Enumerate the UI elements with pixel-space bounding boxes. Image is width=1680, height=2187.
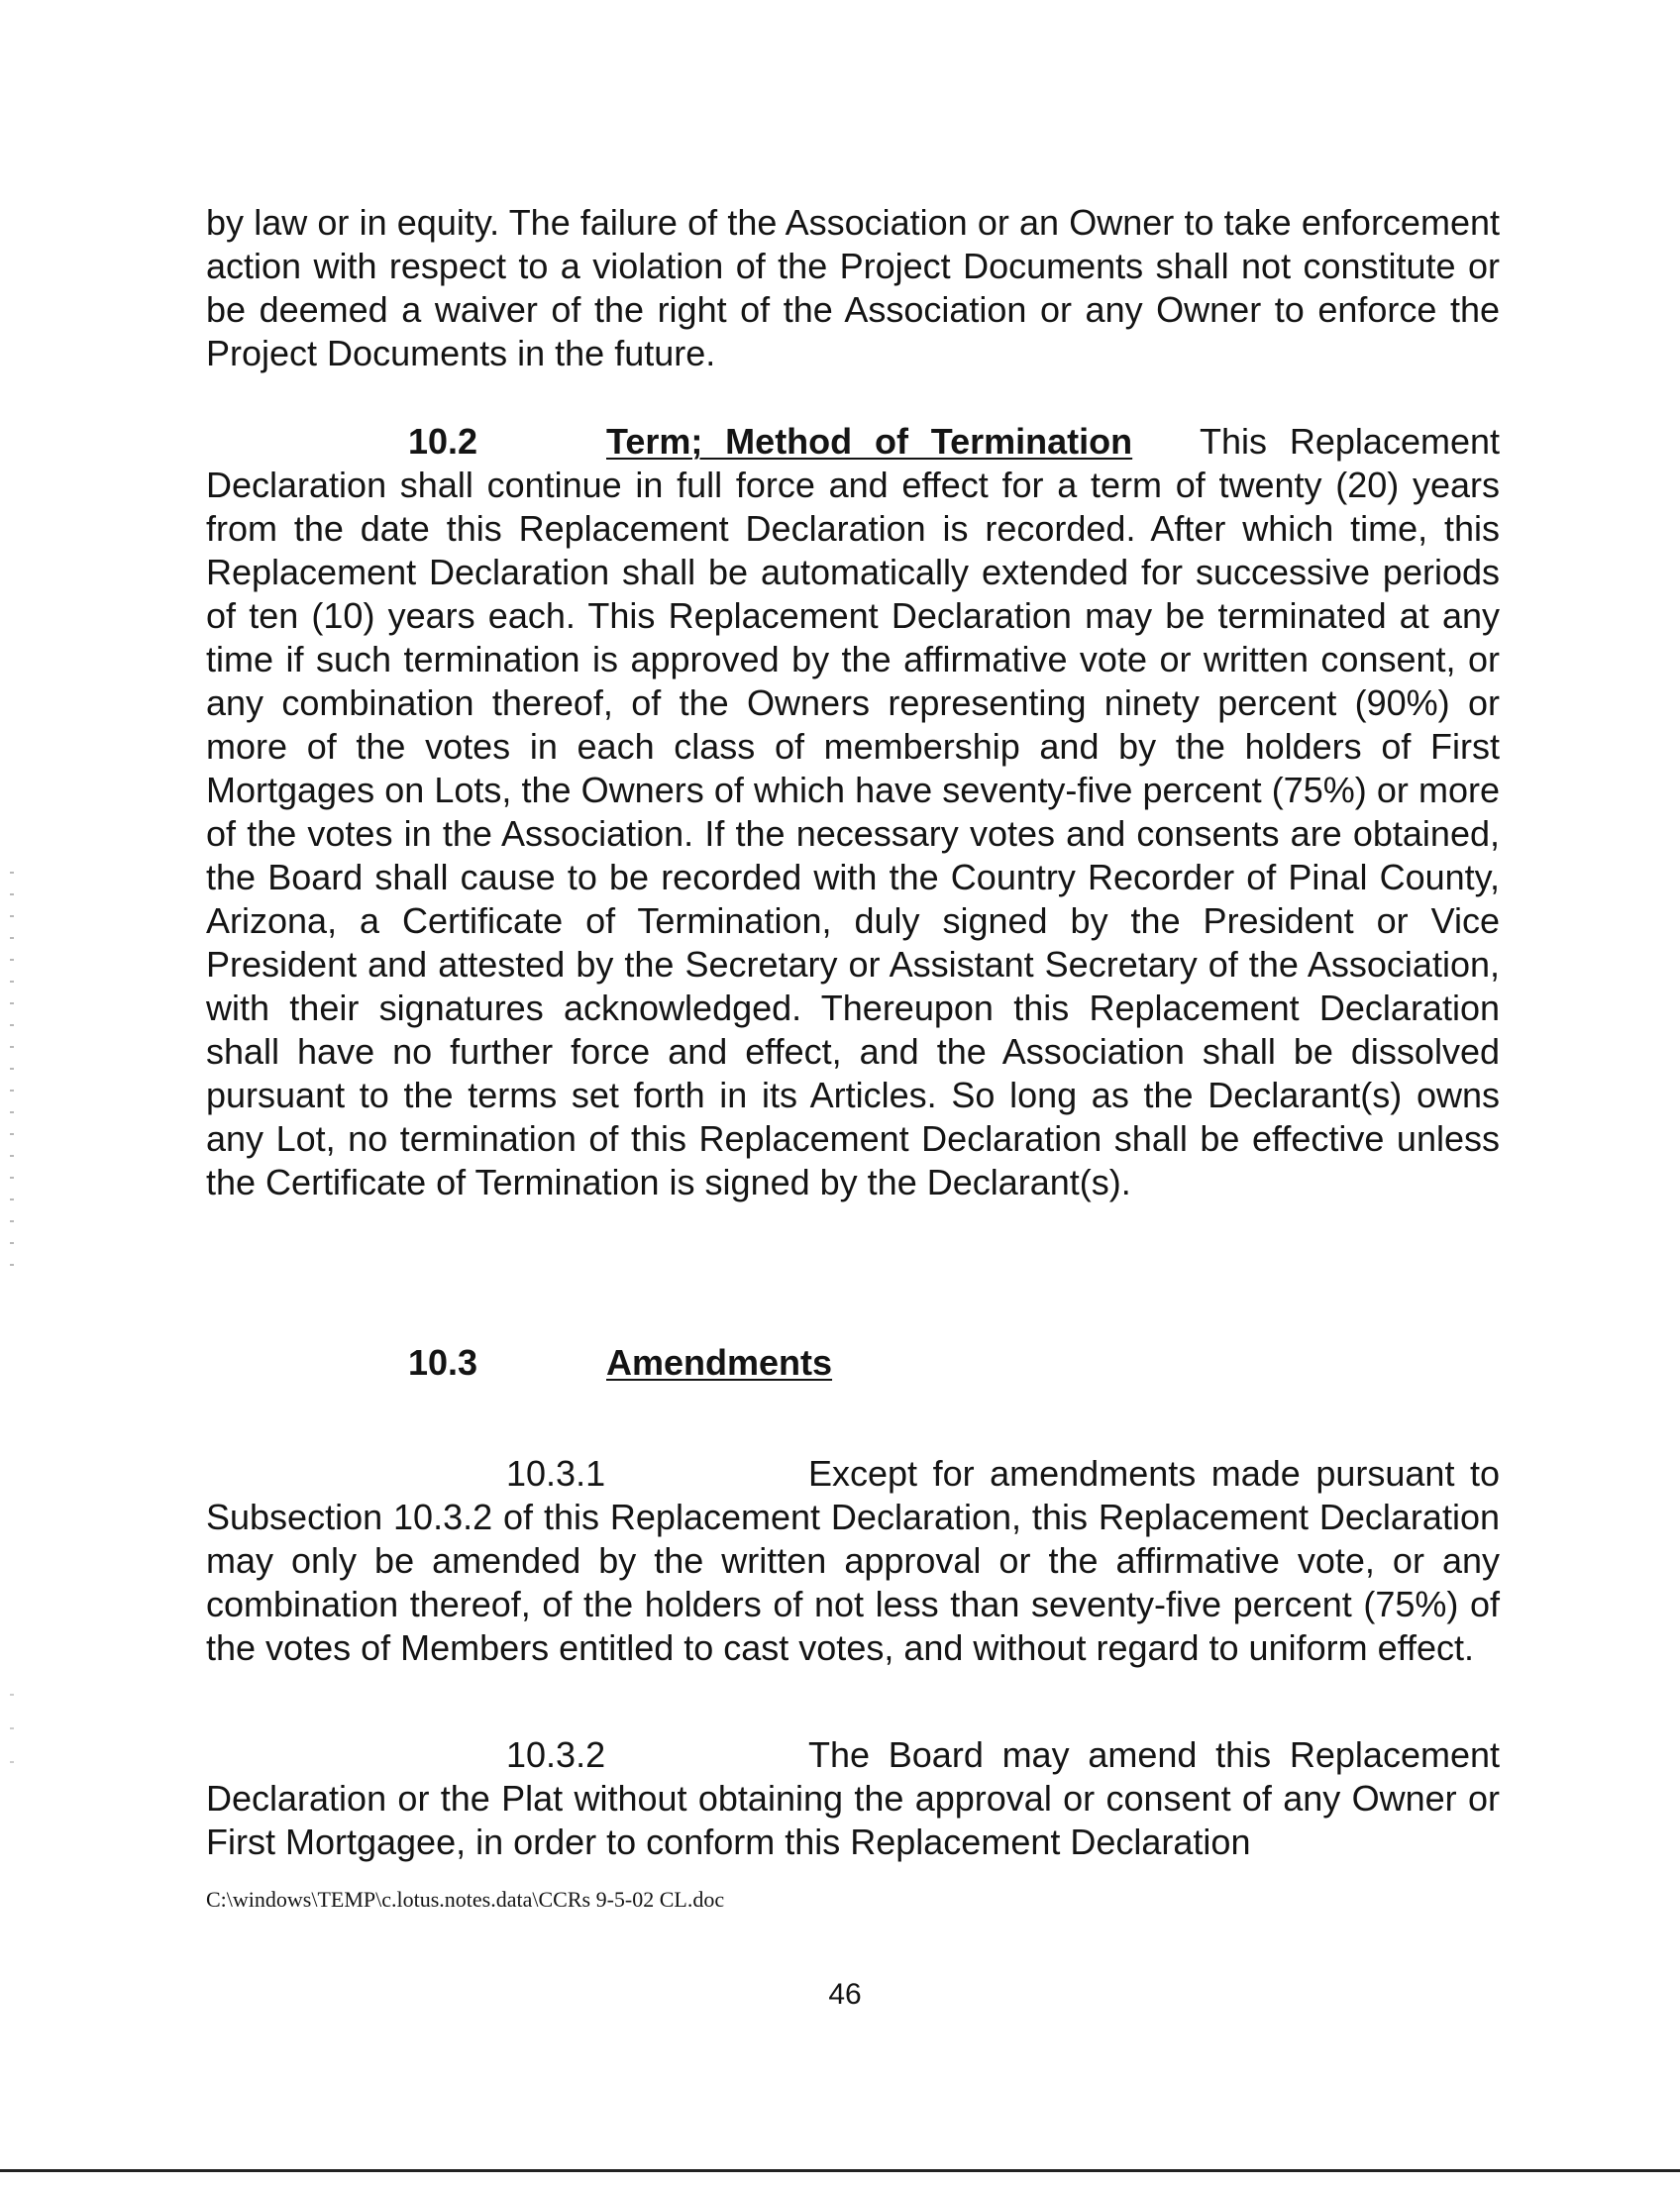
paragraph-continuation: by law or in equity. The failure of the Association or an Owner to take enforcement action with respect to a violation of the Project Documents shall not constitute or be deemed a waiver of the right of the Association or any Owner to enforce the Project Documents in the future. — [206, 202, 1500, 373]
section-10-3-heading — [206, 1341, 1500, 1385]
page-number: 46 — [828, 1978, 862, 2011]
subsection-10-3-2-body: The Board may amend this Replacement Declaration or the Plat without obtaining the approval or consent of any Owner or First Mortgagee, in order to conform this Replacement Declaration — [206, 1734, 1500, 1862]
section-10-3-title: Amendments — [606, 1342, 833, 1383]
page-bottom-rule — [0, 2169, 1680, 2172]
section-10-2-title: Term; Method of Termination — [606, 421, 1133, 462]
subsection-10-3-1 — [206, 1452, 1500, 1670]
section-10-2-number: 10.2 — [408, 421, 478, 462]
scan-margin-marks — [10, 872, 14, 1268]
section-10-3-number: 10.3 — [408, 1342, 478, 1383]
scan-margin-marks-lower — [10, 1694, 14, 1763]
subsection-10-3-2-number: 10.3.2 — [506, 1734, 606, 1775]
section-10-2 — [206, 420, 1500, 1204]
section-10-2-body: This Replacement Declaration shall continue in full force and effect for a term of twenty (20) years from the date this Replacement Declaration is recorded. After which time, this Replacement Declaration shall be automatically extended for successive periods of ten (10) years each. This Replacement Declaration may be terminated at any time if such termination is approved by the affirmative vote or written consent, or any combination thereof, of the Owners representing ninety percent (90%) or more of the votes in each class of membership and by the holders of First Mortgages on Lots, the Owners of which have seventy-five percent (75%) or more of the votes in the Association. If the necessary votes and consents are obtained, the Board shall cause to be recorded with the Country Recorder of Pinal County, Arizona, a Certificate of Termination, duly signed by the President or Vice President and attested by the Secretary or Assistant Secretary of the Association, with their signatures acknowledged. Thereupon this Replacement Declaration shall have no further force and effect, and the Association shall be dissolved pursuant to the terms set forth in its Articles. So long as the Declarant(s) owns any Lot, no termination of this Replacement Declaration shall be effective unless the Certificate of Termination is signed by the Declarant(s). — [206, 421, 1500, 1202]
subsection-10-3-2 — [206, 1733, 1500, 1864]
subsection-10-3-1-number: 10.3.1 — [506, 1453, 606, 1494]
footer-file-path: C:\windows\TEMP\c.lotus.notes.data\CCRs 9-5-02 CL.doc — [206, 1887, 725, 1912]
subsection-10-3-1-body: Except for amendments made pursuant to Subsection 10.3.2 of this Replacement Declaration, this Replacement Declaration may only be amended by the written approval or the affirmative vote, or any combination thereof, of the holders of not less than seventy-five percent (75%) of the votes of Members entitled to cast votes, and without regard to uniform effect. — [206, 1453, 1500, 1668]
